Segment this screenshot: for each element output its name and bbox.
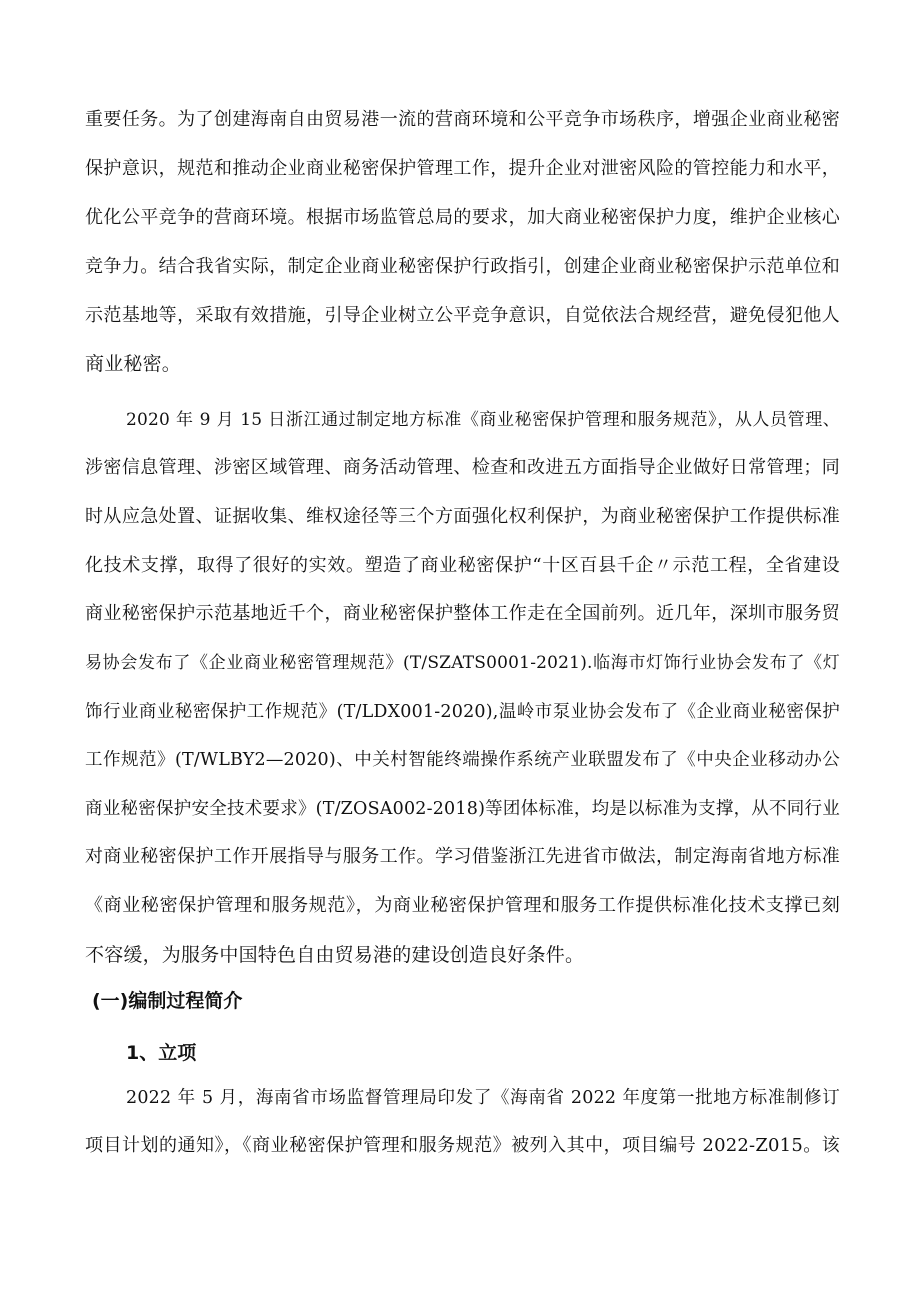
text-line: 对商业秘密保护工作开展指导与服务工作。学习借鉴浙江先进省市做法，制定海南省地方标准 <box>85 846 840 867</box>
text-line: 保护意识，规范和推动企业商业秘密保护管理工作，提升企业对泄密风险的管控能力和水平， <box>85 158 840 179</box>
text-line: 易协会发布了《企业商业秘密管理规范》(T/SZATS0001-2021).临海市灯饰行业协会发布了《灯 <box>85 653 840 673</box>
text-line: 商业秘密保护安全技术要求》(T/ZOSA002-2018)等团体标准，均是以标准为支撑，从不同行业 <box>85 799 840 819</box>
text-line: 示范基地等，采取有效措施，引导企业树立公平竞争意识，自觉依法合规经营，避免侵犯他人 <box>85 305 840 326</box>
text-line: 工作规范》(T/WLBY2—2020)、中关村智能终端操作系统产业联盟发布了《中央企业移动办公 <box>85 750 840 770</box>
text-line: 商业秘密保护示范基地近千个，商业秘密保护整体工作走在全国前列。近几年，深圳市服务贸 <box>85 603 840 624</box>
text-line: 项目计划的通知》，《商业秘密保护管理和服务规范》被列入其中，项目编号 2022-Z015。该 <box>85 1135 840 1156</box>
text-line: 优化公平竞争的营商环境。根据市场监管总局的要求，加大商业秘密保护力度，维护企业核心 <box>85 207 840 228</box>
text-line: 竞争力。结合我省实际，制定企业商业秘密保护行政指引，创建企业商业秘密保护示范单位和 <box>85 256 840 277</box>
text-line: 化技术支撑，取得了很好的实效。塑造了商业秘密保护“十区百县千企〃示范工程，全省建设 <box>85 555 840 576</box>
text-line: 不容缓，为服务中国特色自由贸易港的建设创造良好条件。 <box>85 944 585 966</box>
text-line: 2022 年 5 月，海南省市场监督管理局印发了《海南省 2022 年度第一批地方标准制修订 <box>126 1088 840 1108</box>
text-line: 《商业秘密保护管理和服务规范》，为商业秘密保护管理和服务工作提供标准化技术支撑已刻 <box>85 895 840 916</box>
text-line: 涉密信息管理、涉密区域管理、商务活动管理、检查和改进五方面指导企业做好日常管理；同 <box>85 457 840 478</box>
text-line: 2020 年 9 月 15 日浙江通过制定地方标准《商业秘密保护管理和服务规范》，从人员管理、 <box>126 410 840 430</box>
subsection-heading: 1、立项 <box>126 1042 197 1064</box>
text-line: 时从应急处置、证据收集、维权途径等三个方面强化权利保护，为商业秘密保护工作提供标准 <box>85 506 840 527</box>
text-line: 重要任务。为了创建海南自由贸易港一流的营商环境和公平竞争市场秩序，增强企业商业秘密 <box>85 109 840 130</box>
section-heading: (一)编制过程简介 <box>92 990 243 1012</box>
text-line: 商业秘密。 <box>85 353 182 375</box>
text-line: 饰行业商业秘密保护工作规范》(T/LDX001-2020),温岭市泵业协会发布了《企业商业秘密保护 <box>85 702 840 722</box>
